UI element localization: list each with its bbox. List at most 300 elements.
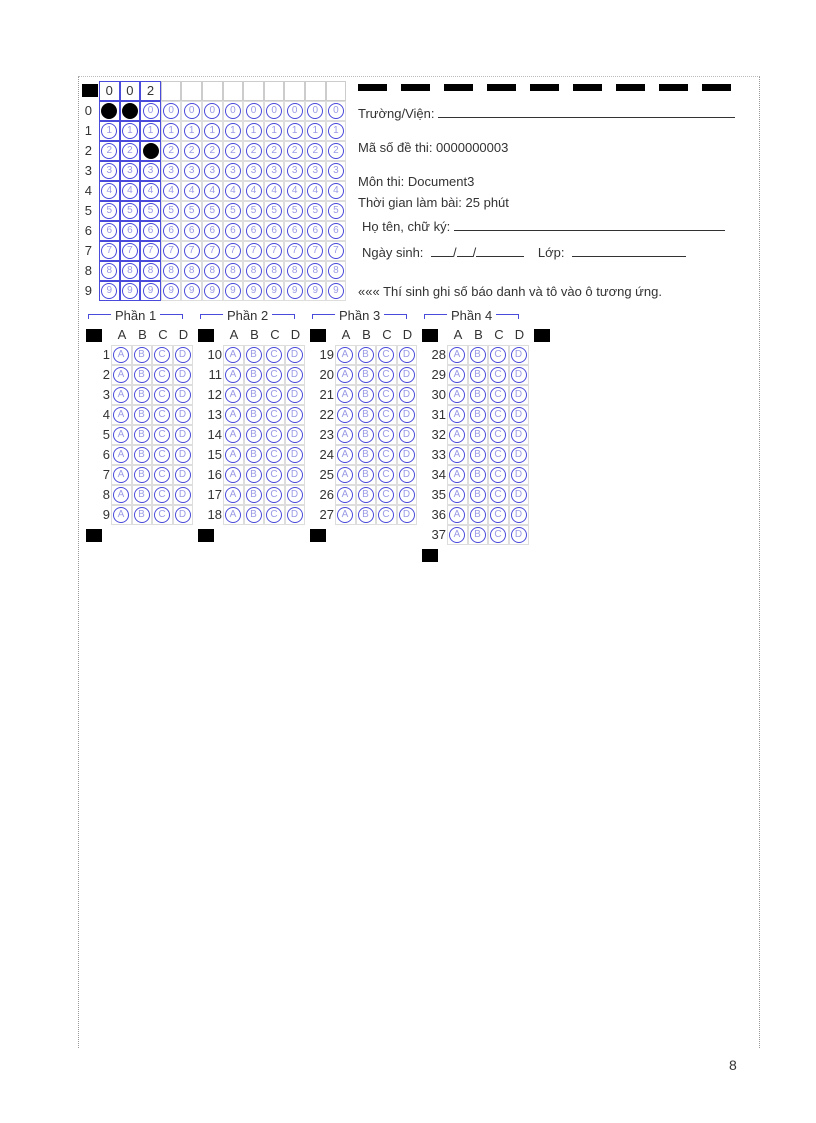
id-bubble[interactable]: 2: [101, 143, 117, 159]
answer-bubble[interactable]: B: [358, 467, 374, 483]
id-bubble[interactable]: 9: [101, 283, 117, 299]
id-bubble[interactable]: 8: [328, 263, 344, 279]
answer-bubble[interactable]: D: [399, 387, 415, 403]
answer-bubble[interactable]: C: [490, 467, 506, 483]
id-header-cell[interactable]: 0: [99, 81, 120, 101]
id-bubble[interactable]: 1: [184, 123, 200, 139]
id-bubble[interactable]: 7: [204, 243, 220, 259]
id-bubble[interactable]: 4: [101, 183, 117, 199]
answer-bubble[interactable]: A: [113, 467, 129, 483]
id-header-cell[interactable]: [202, 81, 223, 101]
answer-bubble[interactable]: C: [266, 427, 282, 443]
id-bubble[interactable]: 8: [225, 263, 241, 279]
id-bubble[interactable]: 5: [266, 203, 282, 219]
id-bubble[interactable]: 9: [122, 283, 138, 299]
id-bubble[interactable]: 3: [246, 163, 262, 179]
id-bubble[interactable]: 2: [225, 143, 241, 159]
id-header-cell[interactable]: [264, 81, 285, 101]
id-bubble[interactable]: 9: [328, 283, 344, 299]
id-bubble[interactable]: 4: [328, 183, 344, 199]
answer-bubble[interactable]: A: [449, 487, 465, 503]
answer-bubble[interactable]: B: [134, 427, 150, 443]
answer-bubble[interactable]: C: [378, 427, 394, 443]
answer-bubble[interactable]: C: [490, 407, 506, 423]
id-bubble[interactable]: 9: [266, 283, 282, 299]
id-bubble[interactable]: 6: [101, 223, 117, 239]
answer-bubble[interactable]: D: [511, 507, 527, 523]
id-bubble[interactable]: 5: [287, 203, 303, 219]
answer-bubble[interactable]: D: [399, 467, 415, 483]
id-bubble[interactable]: 8: [163, 263, 179, 279]
id-bubble[interactable]: 5: [143, 203, 159, 219]
answer-bubble[interactable]: D: [399, 347, 415, 363]
id-bubble[interactable]: 6: [204, 223, 220, 239]
answer-bubble[interactable]: D: [399, 427, 415, 443]
id-bubble[interactable]: 7: [184, 243, 200, 259]
answer-bubble[interactable]: A: [337, 347, 353, 363]
answer-bubble[interactable]: A: [225, 427, 241, 443]
answer-bubble[interactable]: C: [378, 447, 394, 463]
answer-bubble[interactable]: D: [287, 507, 303, 523]
answer-bubble[interactable]: C: [378, 367, 394, 383]
answer-bubble[interactable]: D: [287, 427, 303, 443]
id-bubble[interactable]: 1: [204, 123, 220, 139]
answer-bubble[interactable]: A: [337, 467, 353, 483]
id-bubble[interactable]: 0: [246, 103, 262, 119]
answer-bubble[interactable]: D: [287, 467, 303, 483]
answer-bubble[interactable]: A: [113, 447, 129, 463]
answer-bubble[interactable]: C: [378, 387, 394, 403]
answer-bubble[interactable]: B: [134, 407, 150, 423]
answer-bubble[interactable]: A: [337, 367, 353, 383]
part-label: [424, 308, 519, 323]
answer-bubble[interactable]: C: [490, 487, 506, 503]
id-bubble[interactable]: 9: [184, 283, 200, 299]
answer-bubble[interactable]: A: [449, 447, 465, 463]
answer-bubble[interactable]: C: [154, 447, 170, 463]
answer-bubble[interactable]: D: [287, 487, 303, 503]
answer-bubble[interactable]: D: [511, 347, 527, 363]
answer-bubble[interactable]: C: [154, 367, 170, 383]
id-bubble[interactable]: 6: [287, 223, 303, 239]
id-bubble[interactable]: 0: [328, 103, 344, 119]
answer-bubble[interactable]: A: [225, 447, 241, 463]
answer-bubble[interactable]: B: [246, 507, 262, 523]
id-bubble[interactable]: 5: [246, 203, 262, 219]
id-header-cell[interactable]: [223, 81, 244, 101]
id-bubble[interactable]: 2: [328, 143, 344, 159]
id-bubble[interactable]: 1: [225, 123, 241, 139]
answer-bubble[interactable]: A: [225, 467, 241, 483]
id-bubble[interactable]: 1: [307, 123, 323, 139]
answer-bubble[interactable]: B: [246, 387, 262, 403]
answer-bubble[interactable]: B: [470, 467, 486, 483]
answer-bubble[interactable]: B: [134, 387, 150, 403]
answer-bubble[interactable]: C: [266, 467, 282, 483]
dob-month-line[interactable]: [457, 256, 473, 257]
answer-bubble[interactable]: D: [511, 487, 527, 503]
school-field[interactable]: [358, 106, 735, 121]
id-bubble[interactable]: 1: [246, 123, 262, 139]
answer-bubble[interactable]: B: [246, 487, 262, 503]
id-bubble[interactable]: 5: [204, 203, 220, 219]
answer-bubble[interactable]: D: [175, 387, 191, 403]
answer-bubble[interactable]: A: [113, 427, 129, 443]
dob-day-line[interactable]: [431, 256, 453, 257]
answer-bubble[interactable]: A: [113, 367, 129, 383]
id-header-cell[interactable]: [243, 81, 264, 101]
answer-bubble[interactable]: D: [399, 447, 415, 463]
question-number: 5: [102, 427, 110, 442]
duration: Thời gian làm bài: 25 phút: [358, 195, 509, 210]
answer-bubble[interactable]: B: [358, 367, 374, 383]
answer-bubble[interactable]: D: [399, 407, 415, 423]
answer-bubble[interactable]: B: [246, 427, 262, 443]
answer-bubble[interactable]: B: [134, 447, 150, 463]
answer-bubble[interactable]: C: [378, 487, 394, 503]
id-bubble[interactable]: 4: [204, 183, 220, 199]
id-bubble[interactable]: 5: [307, 203, 323, 219]
answer-bubble[interactable]: C: [378, 347, 394, 363]
id-bubble[interactable]: 4: [143, 183, 159, 199]
id-bubble[interactable]: 6: [184, 223, 200, 239]
name-field[interactable]: [362, 219, 725, 234]
answer-bubble[interactable]: D: [287, 367, 303, 383]
answer-bubble[interactable]: A: [337, 387, 353, 403]
id-bubble[interactable]: 4: [246, 183, 262, 199]
id-bubble[interactable]: 9: [163, 283, 179, 299]
answer-bubble[interactable]: D: [511, 467, 527, 483]
id-bubble[interactable]: 1: [287, 123, 303, 139]
answer-bubble[interactable]: A: [449, 527, 465, 543]
answer-bubble[interactable]: B: [470, 427, 486, 443]
id-bubble[interactable]: 2: [307, 143, 323, 159]
id-bubble[interactable]: 9: [204, 283, 220, 299]
answer-bubble[interactable]: C: [154, 487, 170, 503]
answer-bubble[interactable]: C: [490, 347, 506, 363]
answer-bubble[interactable]: A: [225, 387, 241, 403]
answer-bubble[interactable]: A: [113, 407, 129, 423]
id-bubble[interactable]: [122, 103, 138, 119]
answer-bubble[interactable]: C: [490, 527, 506, 543]
answer-bubble[interactable]: B: [470, 387, 486, 403]
answer-bubble[interactable]: D: [287, 407, 303, 423]
id-bubble[interactable]: 4: [122, 183, 138, 199]
id-bubble[interactable]: 6: [122, 223, 138, 239]
answer-bubble[interactable]: A: [225, 407, 241, 423]
answer-bubble[interactable]: B: [358, 347, 374, 363]
id-bubble[interactable]: 8: [287, 263, 303, 279]
id-bubble[interactable]: 5: [163, 203, 179, 219]
answer-bubble[interactable]: A: [113, 487, 129, 503]
id-bubble[interactable]: 9: [287, 283, 303, 299]
answer-bubble[interactable]: D: [175, 347, 191, 363]
id-bubble[interactable]: 9: [246, 283, 262, 299]
id-bubble[interactable]: 3: [101, 163, 117, 179]
exam-code: Mã số đề thi: 0000000003: [358, 140, 509, 155]
answer-bubble[interactable]: C: [266, 487, 282, 503]
answer-bubble[interactable]: A: [113, 507, 129, 523]
answer-bubble[interactable]: C: [378, 407, 394, 423]
answer-bubble[interactable]: C: [154, 427, 170, 443]
school-line[interactable]: [438, 117, 735, 118]
id-bubble[interactable]: 3: [204, 163, 220, 179]
id-bubble[interactable]: 6: [143, 223, 159, 239]
part-bracket: [384, 314, 407, 319]
id-bubble[interactable]: 6: [328, 223, 344, 239]
answer-bubble[interactable]: D: [175, 507, 191, 523]
answer-bubble[interactable]: A: [113, 347, 129, 363]
answer-bubble[interactable]: B: [470, 347, 486, 363]
answer-bubble[interactable]: D: [511, 447, 527, 463]
answer-bubble[interactable]: C: [378, 467, 394, 483]
id-bubble[interactable]: 0: [204, 103, 220, 119]
id-bubble[interactable]: 0: [307, 103, 323, 119]
part-bracket: [272, 314, 295, 319]
id-bubble[interactable]: 9: [143, 283, 159, 299]
answer-bubble[interactable]: D: [511, 527, 527, 543]
answer-bubble[interactable]: C: [266, 387, 282, 403]
id-bubble[interactable]: 2: [287, 143, 303, 159]
id-bubble[interactable]: 4: [163, 183, 179, 199]
answer-bubble[interactable]: C: [154, 347, 170, 363]
id-bubble[interactable]: 7: [122, 243, 138, 259]
answer-bubble[interactable]: D: [175, 447, 191, 463]
dob-year-line[interactable]: [476, 256, 524, 257]
id-bubble[interactable]: 3: [225, 163, 241, 179]
answer-bubble[interactable]: B: [246, 467, 262, 483]
answer-bubble[interactable]: D: [399, 367, 415, 383]
answer-bubble[interactable]: B: [470, 407, 486, 423]
answer-bubble[interactable]: B: [470, 447, 486, 463]
id-bubble[interactable]: 7: [143, 243, 159, 259]
id-bubble[interactable]: 4: [184, 183, 200, 199]
class-line[interactable]: [572, 256, 686, 257]
answer-bubble[interactable]: A: [337, 447, 353, 463]
id-bubble[interactable]: 8: [122, 263, 138, 279]
answer-bubble[interactable]: D: [175, 407, 191, 423]
answer-bubble[interactable]: A: [225, 367, 241, 383]
id-bubble[interactable]: 5: [225, 203, 241, 219]
id-bubble[interactable]: 6: [266, 223, 282, 239]
answer-bubble[interactable]: D: [287, 387, 303, 403]
id-bubble[interactable]: 3: [163, 163, 179, 179]
answer-bubble[interactable]: A: [113, 387, 129, 403]
id-bubble[interactable]: 3: [328, 163, 344, 179]
id-bubble[interactable]: 8: [143, 263, 159, 279]
id-bubble[interactable]: 2: [246, 143, 262, 159]
answer-bubble[interactable]: C: [266, 507, 282, 523]
id-header-cell[interactable]: [161, 81, 182, 101]
id-bubble[interactable]: 0: [184, 103, 200, 119]
dob-class-field[interactable]: [362, 245, 686, 260]
answer-bubble[interactable]: B: [246, 347, 262, 363]
answer-bubble[interactable]: A: [337, 407, 353, 423]
id-bubble[interactable]: 7: [163, 243, 179, 259]
answer-bubble[interactable]: A: [449, 387, 465, 403]
name-line[interactable]: [454, 230, 725, 231]
id-bubble[interactable]: 1: [163, 123, 179, 139]
answer-bubble[interactable]: C: [154, 387, 170, 403]
answer-bubble[interactable]: C: [154, 407, 170, 423]
id-header-cell[interactable]: [181, 81, 202, 101]
part-bracket: [88, 314, 111, 319]
answer-bubble[interactable]: D: [175, 487, 191, 503]
answer-bubble[interactable]: B: [470, 507, 486, 523]
answer-bubble[interactable]: B: [134, 367, 150, 383]
answer-bubble[interactable]: B: [358, 407, 374, 423]
id-header-cell[interactable]: [305, 81, 326, 101]
answer-bubble[interactable]: B: [246, 407, 262, 423]
id-bubble[interactable]: 0: [266, 103, 282, 119]
answer-bubble[interactable]: C: [266, 447, 282, 463]
id-header-cell[interactable]: [284, 81, 305, 101]
answer-bubble[interactable]: A: [449, 467, 465, 483]
id-bubble[interactable]: 3: [287, 163, 303, 179]
answer-bubble[interactable]: B: [470, 367, 486, 383]
id-bubble[interactable]: 1: [122, 123, 138, 139]
id-bubble[interactable]: 8: [246, 263, 262, 279]
answer-bubble[interactable]: B: [358, 427, 374, 443]
answer-bubble[interactable]: A: [449, 347, 465, 363]
answer-bubble[interactable]: C: [490, 447, 506, 463]
id-bubble[interactable]: 0: [287, 103, 303, 119]
answer-bubble[interactable]: D: [511, 427, 527, 443]
answer-bubble[interactable]: C: [266, 407, 282, 423]
id-bubble[interactable]: 1: [143, 123, 159, 139]
answer-bubble[interactable]: B: [134, 347, 150, 363]
id-bubble[interactable]: 0: [225, 103, 241, 119]
answer-bubble[interactable]: B: [246, 447, 262, 463]
id-bubble[interactable]: 1: [101, 123, 117, 139]
id-header-cell[interactable]: 0: [120, 81, 141, 101]
answer-bubble[interactable]: A: [337, 507, 353, 523]
answer-bubble[interactable]: D: [287, 447, 303, 463]
answer-bubble[interactable]: D: [511, 387, 527, 403]
answer-bubble[interactable]: C: [266, 347, 282, 363]
id-bubble[interactable]: 0: [163, 103, 179, 119]
id-bubble[interactable]: 3: [266, 163, 282, 179]
id-bubble[interactable]: 6: [307, 223, 323, 239]
answer-bubble[interactable]: D: [175, 367, 191, 383]
id-bubble[interactable]: 8: [204, 263, 220, 279]
answer-bubble[interactable]: A: [449, 507, 465, 523]
answer-bubble[interactable]: D: [175, 427, 191, 443]
answer-bubble[interactable]: C: [378, 507, 394, 523]
answer-bubble[interactable]: B: [470, 527, 486, 543]
id-bubble[interactable]: 7: [328, 243, 344, 259]
part-marker: [86, 329, 102, 342]
id-bubble[interactable]: 5: [101, 203, 117, 219]
answer-bubble[interactable]: A: [225, 347, 241, 363]
answer-bubble[interactable]: A: [225, 487, 241, 503]
id-bubble[interactable]: 3: [143, 163, 159, 179]
answer-bubble[interactable]: C: [154, 507, 170, 523]
question-number: 4: [102, 407, 110, 422]
id-header-cell[interactable]: [326, 81, 347, 101]
answer-bubble[interactable]: D: [287, 347, 303, 363]
id-bubble[interactable]: 7: [246, 243, 262, 259]
answer-bubble[interactable]: C: [266, 367, 282, 383]
id-bubble[interactable]: 2: [204, 143, 220, 159]
answer-bubble[interactable]: C: [154, 467, 170, 483]
id-bubble[interactable]: 0: [143, 103, 159, 119]
id-bubble[interactable]: 1: [266, 123, 282, 139]
answer-bubble[interactable]: B: [470, 487, 486, 503]
choice-header: D: [178, 327, 189, 342]
answer-bubble[interactable]: D: [175, 467, 191, 483]
answer-bubble[interactable]: A: [449, 407, 465, 423]
id-bubble[interactable]: [143, 143, 159, 159]
answer-bubble[interactable]: B: [358, 447, 374, 463]
id-bubble[interactable]: 6: [225, 223, 241, 239]
id-bubble[interactable]: 4: [307, 183, 323, 199]
question-number: 36: [431, 507, 446, 522]
answer-bubble[interactable]: C: [490, 387, 506, 403]
id-bubble[interactable]: 5: [184, 203, 200, 219]
id-bubble[interactable]: 8: [307, 263, 323, 279]
id-bubble[interactable]: 6: [163, 223, 179, 239]
answer-bubble[interactable]: D: [399, 507, 415, 523]
id-bubble[interactable]: 3: [184, 163, 200, 179]
answer-bubble[interactable]: B: [134, 467, 150, 483]
answer-bubble[interactable]: A: [337, 487, 353, 503]
id-bubble[interactable]: 5: [122, 203, 138, 219]
answer-bubble[interactable]: D: [511, 367, 527, 383]
id-header-cell[interactable]: 2: [140, 81, 161, 101]
id-bubble[interactable]: 8: [266, 263, 282, 279]
id-bubble[interactable]: 9: [307, 283, 323, 299]
id-bubble[interactable]: 1: [328, 123, 344, 139]
answer-bubble[interactable]: C: [490, 367, 506, 383]
answer-bubble[interactable]: D: [399, 487, 415, 503]
answer-bubble[interactable]: A: [449, 427, 465, 443]
id-bubble[interactable]: 7: [225, 243, 241, 259]
id-bubble[interactable]: 7: [266, 243, 282, 259]
id-bubble[interactable]: 4: [287, 183, 303, 199]
id-bubble[interactable]: 7: [101, 243, 117, 259]
id-bubble[interactable]: 2: [266, 143, 282, 159]
id-bubble[interactable]: 6: [246, 223, 262, 239]
id-bubble[interactable]: 2: [122, 143, 138, 159]
answer-bubble[interactable]: A: [225, 507, 241, 523]
id-bubble[interactable]: 8: [101, 263, 117, 279]
id-bubble[interactable]: 7: [307, 243, 323, 259]
answer-bubble[interactable]: D: [511, 407, 527, 423]
answer-bubble[interactable]: B: [358, 487, 374, 503]
choice-header: B: [474, 327, 483, 342]
answer-bubble[interactable]: B: [134, 507, 150, 523]
id-bubble[interactable]: 3: [307, 163, 323, 179]
id-bubble[interactable]: 4: [225, 183, 241, 199]
answer-bubble[interactable]: B: [246, 367, 262, 383]
answer-bubble[interactable]: A: [337, 427, 353, 443]
answer-bubble[interactable]: B: [358, 507, 374, 523]
id-bubble[interactable]: 8: [184, 263, 200, 279]
answer-bubble[interactable]: B: [134, 487, 150, 503]
answer-bubble[interactable]: A: [449, 367, 465, 383]
id-bubble[interactable]: 5: [328, 203, 344, 219]
id-bubble[interactable]: 7: [287, 243, 303, 259]
id-bubble[interactable]: 3: [122, 163, 138, 179]
answer-bubble[interactable]: C: [490, 427, 506, 443]
answer-bubble[interactable]: B: [358, 387, 374, 403]
id-bubble[interactable]: 2: [163, 143, 179, 159]
id-bubble[interactable]: 9: [225, 283, 241, 299]
id-bubble[interactable]: 4: [266, 183, 282, 199]
id-bubble[interactable]: 2: [184, 143, 200, 159]
answer-bubble[interactable]: C: [490, 507, 506, 523]
